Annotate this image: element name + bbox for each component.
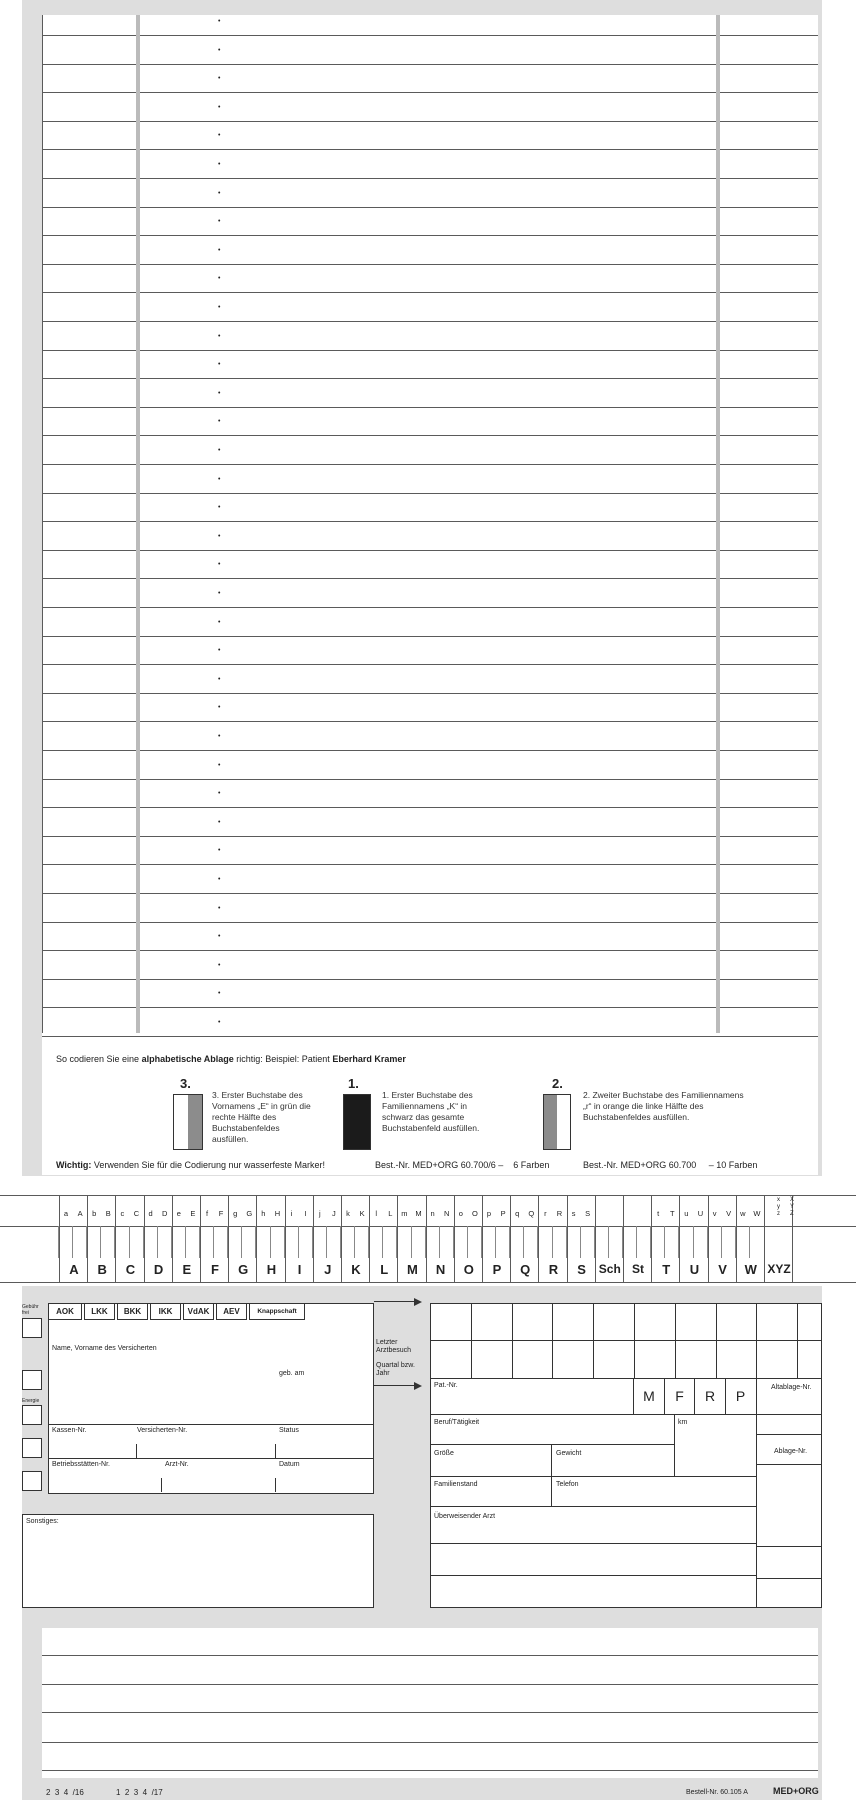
row-dot: • — [218, 904, 221, 912]
record-line-7 — [430, 1575, 756, 1576]
record-line-right-4 — [756, 1578, 822, 1579]
intro-middle: richtig: Beispiel: Patient — [233, 1054, 333, 1064]
step-3-number: 3. — [180, 1076, 191, 1091]
ruled-row-line — [42, 578, 818, 579]
gender-code-divider — [694, 1378, 695, 1414]
ruled-row-line — [42, 664, 818, 665]
row-dot: • — [218, 189, 221, 197]
ruled-row-line — [42, 292, 818, 293]
altablage-label: Altablage-Nr. — [771, 1384, 812, 1391]
step-1-letter-field — [343, 1094, 371, 1150]
strip-lowercase-letter: a — [63, 1209, 69, 1218]
record-km-column — [674, 1414, 675, 1476]
strip-lowercase-letter: n — [430, 1209, 435, 1218]
bottom-form-paper — [42, 1628, 818, 1778]
strip-lowercase-letter: P — [500, 1209, 506, 1218]
gender-code-divider — [664, 1378, 665, 1414]
row-dot: • — [218, 46, 221, 54]
strip-uppercase-letter: J — [324, 1262, 332, 1277]
strip-lowercase-letter: p — [486, 1209, 492, 1218]
strip-uppercase-letter: C — [125, 1262, 136, 1277]
sonstiges-box[interactable] — [22, 1514, 374, 1608]
ruled-row-line — [42, 1007, 818, 1008]
ruled-row-line — [42, 493, 818, 494]
gender-code: M — [643, 1388, 655, 1404]
strip-lowercase-letter: s — [571, 1209, 576, 1218]
strip-small-divider — [523, 1226, 524, 1258]
arrow-2-head — [414, 1382, 422, 1390]
strip-lowercase-letter: i — [290, 1209, 293, 1218]
insurer-tick-2 — [275, 1444, 276, 1458]
letzter-arztbesuch-label: Letzter Arztbesuch — [376, 1339, 412, 1354]
arzt-nr-label: Arzt-Nr. — [165, 1461, 189, 1468]
strip-small-divider — [467, 1226, 468, 1258]
strip-uppercase-letter: H — [266, 1262, 277, 1277]
xyz-small-upper: X Y Z — [790, 1197, 795, 1217]
familienstand-label: Familienstand — [434, 1481, 478, 1488]
strip-small-divider — [213, 1226, 214, 1258]
strip-lowercase-letter: c — [120, 1209, 125, 1218]
strip-lowercase-letter: M — [415, 1209, 422, 1218]
step-2-left-half — [544, 1095, 557, 1149]
strip-lowercase-letter: g — [233, 1209, 238, 1218]
insurer-tick-1 — [136, 1444, 137, 1458]
ruled-row-line — [42, 750, 818, 751]
row-dot: • — [218, 275, 221, 283]
ruled-row-line — [42, 350, 818, 351]
insurer-tick-3 — [161, 1478, 162, 1492]
ruled-row-line — [42, 92, 818, 93]
strip-lowercase-letter: b — [92, 1209, 97, 1218]
footer-codes-left: 2 3 4 /16 — [46, 1788, 84, 1797]
ruled-row-line — [42, 264, 818, 265]
strip-small-divider — [636, 1226, 637, 1258]
strip-lowercase-letter: o — [458, 1209, 463, 1218]
strip-small-divider — [382, 1226, 383, 1258]
bottom-line-4 — [42, 1742, 818, 1743]
row-dot: • — [218, 590, 221, 597]
strip-uppercase-letter: V — [718, 1262, 727, 1277]
status-label: Status — [279, 1427, 299, 1434]
row-dot: • — [218, 933, 221, 941]
strip-uppercase-letter: T — [662, 1262, 671, 1277]
strip-lowercase-letter: J — [332, 1209, 336, 1218]
strip-lowercase-letter: e — [176, 1209, 181, 1218]
arrow-2-line — [374, 1385, 416, 1386]
xyz-small-lower: x y z — [777, 1197, 780, 1217]
kassen-nr-label: Kassen-Nr. — [52, 1427, 87, 1434]
strip-lowercase-letter: R — [556, 1209, 563, 1218]
strip-uppercase-letter: P — [492, 1262, 502, 1277]
step-3-letter-field — [173, 1094, 203, 1150]
intro-patient: Eberhard Kramer — [332, 1054, 406, 1064]
insurer-box[interactable]: LKK — [84, 1303, 115, 1320]
record-block — [430, 1303, 822, 1608]
checkbox-side-4[interactable] — [22, 1438, 42, 1458]
checkbox-side-2[interactable] — [22, 1370, 42, 1390]
step-3-text: 3. Erster Buchstabe des Vornamens „E“ in grün die rechte Hälfte des Buchstabenfeldes ausfüllen. — [212, 1090, 311, 1144]
row-dot: • — [218, 218, 221, 226]
record-line-3 — [430, 1444, 674, 1445]
footer-codes-right: 1 2 3 4 /17 — [116, 1788, 163, 1797]
strip-small-divider — [270, 1226, 271, 1258]
strip-small-divider — [439, 1226, 440, 1258]
ruled-row-line — [42, 893, 818, 894]
arrow-1-line — [374, 1301, 416, 1302]
label-gebuehr-frei: Gebühr frei — [22, 1304, 39, 1316]
strip-lowercase-letter: W — [753, 1209, 761, 1218]
order-number-10: Best.-Nr. MED+ORG 60.700 – 10 Farben — [583, 1160, 758, 1170]
insurer-line-2 — [48, 1458, 374, 1459]
gender-code-divider — [725, 1378, 726, 1414]
gender-code: P — [735, 1388, 746, 1404]
datum-label: Datum — [279, 1461, 300, 1468]
strip-uppercase-letter: Sch — [598, 1262, 621, 1276]
strip-lowercase-letter: C — [133, 1209, 140, 1218]
row-dot: • — [218, 304, 221, 311]
dob-label: geb. am — [279, 1370, 305, 1377]
strip-small-divider — [664, 1226, 665, 1258]
important-text: Verwenden Sie für die Codierung nur wasserfeste Marker! — [91, 1160, 326, 1170]
ruled-row-line — [42, 435, 818, 436]
row-dot: • — [218, 1019, 221, 1026]
top-form-left-column-line — [136, 15, 140, 1033]
label-energie: Energie — [22, 1398, 40, 1404]
ruled-row-line — [42, 636, 818, 637]
coding-intro — [56, 1055, 816, 1064]
row-dot: • — [218, 561, 221, 569]
insurer-box[interactable]: AEV — [216, 1303, 247, 1320]
strip-uppercase-letter: XYZ — [767, 1262, 791, 1276]
strip-lowercase-letter: f — [205, 1209, 209, 1218]
strip-uppercase-letter: L — [380, 1262, 389, 1277]
insurer-box[interactable]: AOK — [48, 1303, 82, 1320]
strip-lowercase-letter: r — [544, 1209, 547, 1218]
strip-small-divider — [72, 1226, 73, 1258]
pat-nr-label: Pat.-Nr. — [434, 1382, 458, 1389]
row-dot: • — [218, 818, 221, 826]
strip-uppercase-letter: S — [577, 1262, 586, 1277]
intro-prefix: So codieren Sie eine — [56, 1054, 142, 1064]
km-label: km — [678, 1419, 688, 1426]
strip-lowercase-letter: j — [318, 1209, 321, 1218]
row-dot: • — [218, 132, 221, 140]
step-3-right-half — [188, 1095, 202, 1149]
bottom-line-2 — [42, 1684, 818, 1685]
strip-uppercase-letter: E — [182, 1262, 192, 1277]
strip-lowercase-letter: E — [190, 1209, 196, 1218]
row-dot: • — [218, 532, 221, 540]
row-dot: • — [218, 647, 221, 655]
strip-lowercase-letter: V — [726, 1209, 732, 1218]
strip-lowercase-letter: k — [346, 1209, 350, 1218]
gewicht-label: Gewicht — [556, 1450, 582, 1457]
strip-lowercase-letter: l — [375, 1209, 378, 1218]
ruled-row-line — [42, 35, 818, 36]
row-dot: • — [218, 761, 221, 769]
step-2-text: 2. Zweiter Buchstabe des Familiennamens „r“ in orange die linke Hälfte des Buchstabenfeldes ausfüllen. — [583, 1090, 744, 1122]
strip-lowercase-letter: m — [401, 1209, 408, 1218]
checkbox-side-3[interactable] — [22, 1405, 42, 1425]
strip-uppercase-letter: D — [153, 1262, 164, 1277]
bottom-line-3 — [42, 1712, 818, 1713]
ruled-row-line — [42, 321, 818, 322]
record-line-right-3 — [756, 1546, 822, 1547]
top-form-right-column-line — [716, 15, 720, 1033]
step-1-number: 1. — [348, 1076, 359, 1091]
ruled-row-line — [42, 779, 818, 780]
row-dot: • — [218, 418, 221, 426]
insurer-line-1 — [48, 1424, 374, 1425]
ruled-row-line — [42, 807, 818, 808]
ruled-row-line — [42, 378, 818, 379]
strip-small-divider — [326, 1226, 327, 1258]
strip-uppercase-letter: I — [297, 1262, 302, 1277]
ruled-row-line — [42, 464, 818, 465]
row-dot: • — [218, 361, 221, 369]
insurer-box[interactable]: BKK — [117, 1303, 148, 1320]
ruled-row-line — [42, 979, 818, 980]
row-dot: • — [218, 389, 221, 397]
step-2-number: 2. — [552, 1076, 563, 1091]
insurer-box[interactable]: Knappschaft — [249, 1303, 305, 1320]
strip-lowercase-letter: D — [161, 1209, 168, 1218]
strip-uppercase-letter: B — [97, 1262, 107, 1277]
strip-uppercase-letter: U — [689, 1262, 700, 1277]
important-bold: Wichtig: — [56, 1160, 92, 1170]
record-line-right-2 — [756, 1464, 822, 1465]
footer-brand-logo: MED+ORG — [773, 1786, 819, 1796]
row-dot: • — [218, 704, 221, 712]
strip-lowercase-letter: q — [515, 1209, 520, 1218]
record-line-2 — [430, 1414, 822, 1415]
strip-small-divider — [580, 1226, 581, 1258]
strip-uppercase-letter: W — [744, 1262, 757, 1277]
record-gewicht-divider — [551, 1444, 552, 1506]
strip-lowercase-letter: S — [585, 1209, 591, 1218]
strip-uppercase-letter: St — [632, 1262, 644, 1276]
strip-top-line — [0, 1195, 856, 1196]
strip-lowercase-letter: L — [388, 1209, 393, 1218]
strip-small-divider — [693, 1226, 694, 1258]
beruf-label: Beruf/Tätigkeit — [434, 1419, 480, 1426]
strip-small-divider — [354, 1226, 355, 1258]
row-dot: • — [218, 618, 221, 626]
ruled-row-line — [42, 121, 818, 122]
ruled-row-line — [42, 950, 818, 951]
row-dot: • — [218, 733, 221, 740]
strip-lowercase-letter: u — [684, 1209, 689, 1218]
insurer-box[interactable]: VdAK — [183, 1303, 214, 1320]
strip-uppercase-letter: O — [463, 1262, 474, 1277]
top-form-paper — [42, 15, 818, 1175]
strip-small-divider — [552, 1226, 553, 1258]
checkbox-gebuehr-frei[interactable] — [22, 1318, 42, 1338]
row-dot: • — [218, 161, 221, 168]
strip-uppercase-letter: F — [211, 1262, 219, 1277]
gender-code: R — [704, 1388, 716, 1404]
ruled-row-line — [42, 864, 818, 865]
quartal-grid-midline — [430, 1340, 822, 1341]
row-dot: • — [218, 75, 221, 83]
ruled-row-line — [42, 836, 818, 837]
strip-lowercase-letter: h — [261, 1209, 266, 1218]
strip-lowercase-letter: H — [274, 1209, 281, 1218]
strip-lowercase-letter: G — [246, 1209, 253, 1218]
row-dot: • — [218, 675, 221, 683]
bottom-line-1 — [42, 1655, 818, 1656]
ablage-label: Ablage-Nr. — [774, 1448, 808, 1455]
record-line-4 — [430, 1476, 756, 1477]
strip-lowercase-letter: F — [218, 1209, 224, 1218]
bottom-line-5 — [42, 1770, 818, 1771]
strip-uppercase-letter: N — [435, 1262, 446, 1277]
strip-lowercase-letter: T — [670, 1209, 675, 1218]
row-dot: • — [218, 18, 221, 25]
betriebsstaetten-label: Betriebsstätten-Nr. — [52, 1461, 110, 1468]
sonstiges-label: Sonstiges: — [26, 1518, 59, 1525]
row-dot: • — [218, 876, 221, 883]
strip-small-divider — [749, 1226, 750, 1258]
row-dot: • — [218, 475, 221, 483]
ruled-row-line — [42, 607, 818, 608]
strip-lowercase-letter: B — [105, 1209, 111, 1218]
strip-lowercase-letter: K — [359, 1209, 365, 1218]
strip-lowercase-letter: U — [697, 1209, 704, 1218]
groesse-label: Größe — [434, 1450, 454, 1457]
ruled-row-line — [42, 64, 818, 65]
record-line-1 — [430, 1378, 822, 1379]
row-dot: • — [218, 790, 221, 798]
ruled-row-line — [42, 1036, 818, 1037]
strip-lowercase-letter: w — [740, 1209, 746, 1218]
versicherten-nr-label: Versicherten-Nr. — [137, 1427, 188, 1434]
checkbox-side-5[interactable] — [22, 1471, 42, 1491]
strip-lowercase-letter: d — [148, 1209, 153, 1218]
ruled-row-line — [42, 521, 818, 522]
row-dot: • — [218, 961, 221, 969]
strip-lowercase-letter: N — [443, 1209, 450, 1218]
strip-lowercase-letter: I — [304, 1209, 307, 1218]
gender-code-divider — [633, 1378, 634, 1414]
ruled-row-line — [42, 235, 818, 236]
strip-uppercase-letter: M — [406, 1262, 418, 1277]
strip-uppercase-letter: G — [238, 1262, 249, 1277]
row-dot: • — [218, 246, 221, 254]
ruled-row-line — [42, 922, 818, 923]
strip-small-divider — [129, 1226, 130, 1258]
strip-small-divider — [411, 1226, 412, 1258]
row-dot: • — [218, 847, 221, 855]
important-note — [56, 1161, 325, 1170]
step-1-text: 1. Erster Buchstabe des Familiennamens „K“ in schwarz das gesamte Buchstabenfeld ausfüllen. — [382, 1090, 480, 1133]
strip-bottom-line — [0, 1282, 856, 1283]
strip-small-divider — [157, 1226, 158, 1258]
quartal-label: Quartal bzw. Jahr — [376, 1362, 415, 1377]
intro-bold: alphabetische Ablage — [141, 1054, 234, 1064]
strip-small-divider — [100, 1226, 101, 1258]
row-dot: • — [218, 990, 221, 998]
record-line-5 — [430, 1506, 756, 1507]
ruled-row-line — [42, 721, 818, 722]
strip-small-divider — [185, 1226, 186, 1258]
row-dot: • — [218, 332, 221, 340]
strip-uppercase-letter: Q — [520, 1262, 531, 1277]
strip-lowercase-letter: v — [712, 1209, 717, 1218]
row-dot: • — [218, 504, 221, 512]
strip-small-divider — [495, 1226, 496, 1258]
record-line-right-1 — [756, 1434, 822, 1435]
strip-lowercase-letter: Q — [528, 1209, 535, 1218]
gender-code: F — [675, 1388, 684, 1404]
strip-uppercase-letter: R — [548, 1262, 559, 1277]
top-form-left-edge — [42, 15, 43, 1033]
ruled-row-line — [42, 693, 818, 694]
order-number-6: Best.-Nr. MED+ORG 60.700/6 – 6 Farben — [375, 1160, 550, 1170]
strip-small-divider — [721, 1226, 722, 1258]
insurer-tick-4 — [275, 1478, 276, 1492]
telefon-label: Telefon — [556, 1481, 579, 1488]
strip-uppercase-letter: K — [351, 1262, 361, 1277]
step-2-letter-field — [543, 1094, 571, 1150]
ruled-row-line — [42, 178, 818, 179]
ruled-row-line — [42, 550, 818, 551]
record-line-6 — [430, 1543, 756, 1544]
strip-small-divider — [298, 1226, 299, 1258]
strip-lowercase-letter: A — [77, 1209, 83, 1218]
strip-small-divider — [608, 1226, 609, 1258]
row-dot: • — [218, 447, 221, 454]
ruled-row-line — [42, 207, 818, 208]
strip-uppercase-letter: A — [69, 1262, 79, 1277]
strip-small-divider — [241, 1226, 242, 1258]
row-dot: • — [218, 103, 221, 111]
strip-lowercase-letter: O — [471, 1209, 478, 1218]
arrow-1-head — [414, 1298, 422, 1306]
ueberweisender-arzt-label: Überweisender Arzt — [434, 1513, 496, 1520]
name-label: Name, Vorname des Versicherten — [52, 1345, 157, 1352]
strip-lowercase-letter: t — [657, 1209, 660, 1218]
record-right-column — [756, 1378, 757, 1608]
insurer-box[interactable]: IKK — [150, 1303, 181, 1320]
ruled-row-line — [42, 407, 818, 408]
footer-order-no: Bestell-Nr. 60.105 A — [686, 1789, 748, 1796]
ruled-row-line — [42, 149, 818, 150]
